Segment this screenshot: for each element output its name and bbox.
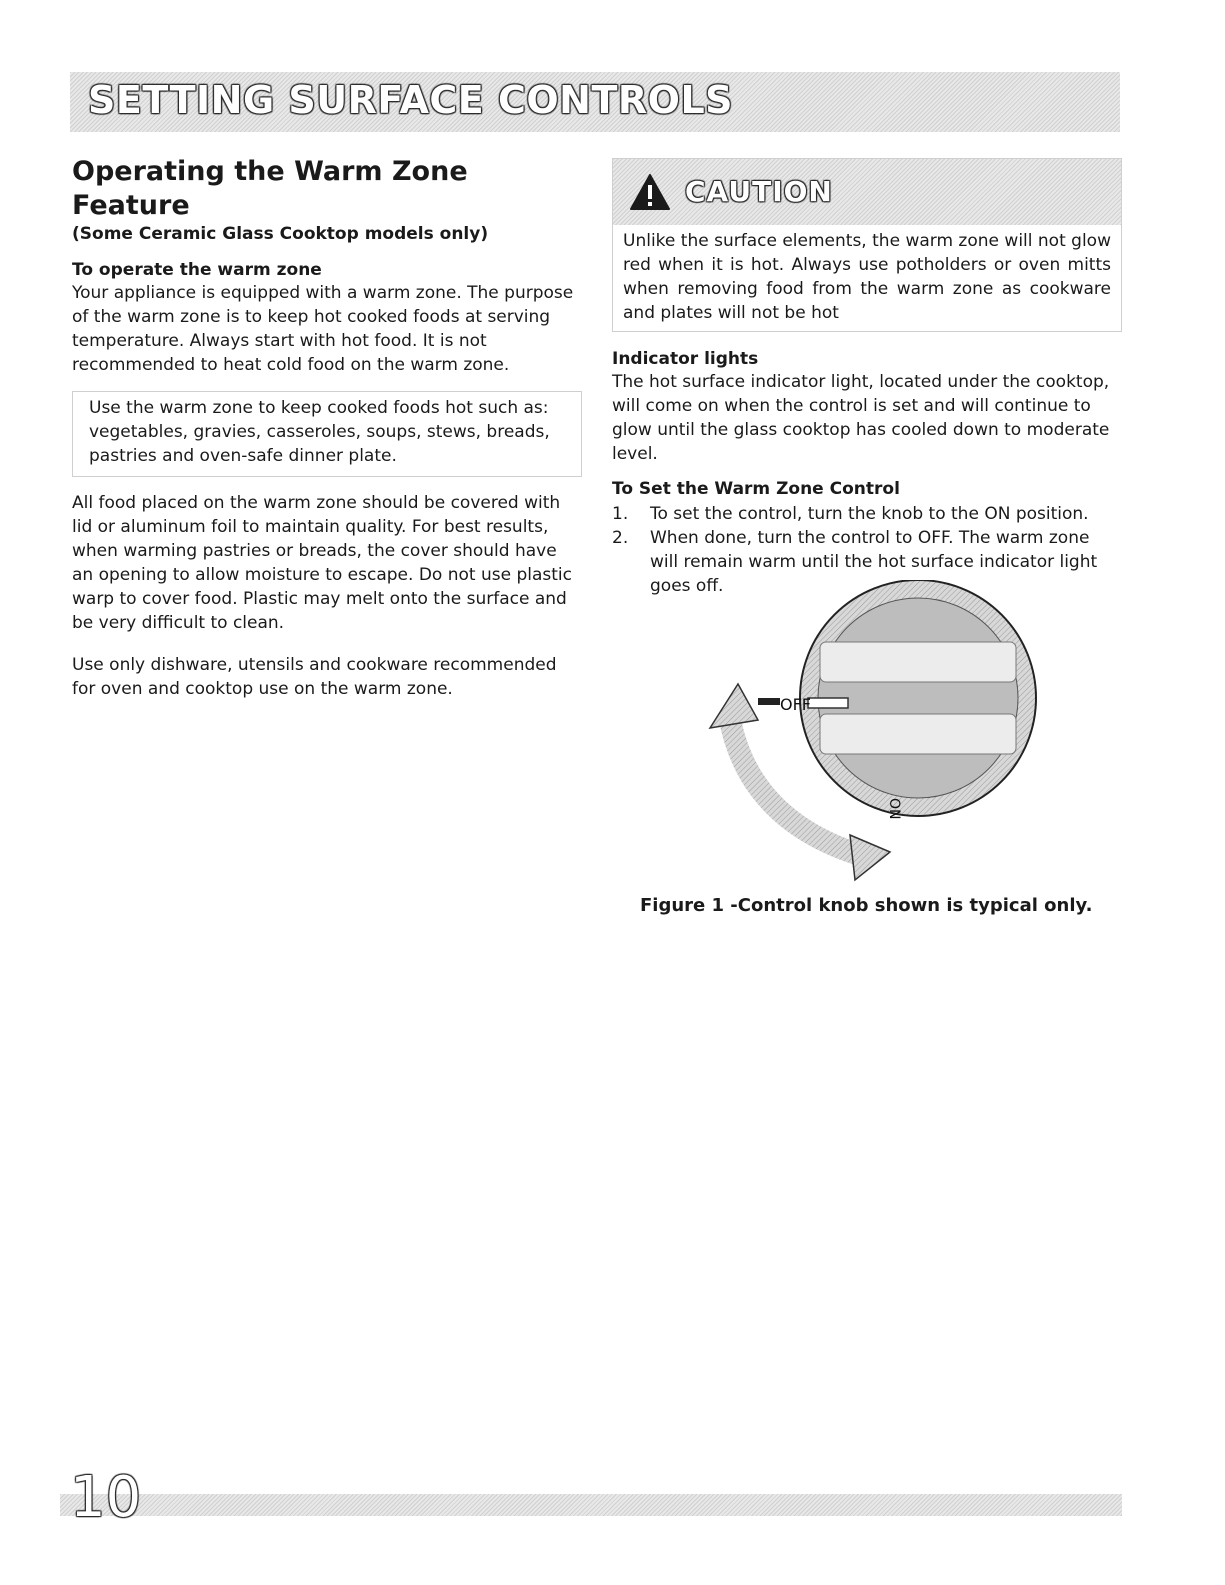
caution-text: Unlike the surface elements, the warm zone will not glow red when it is hot. Always use potholders or oven mitts when removing food from the warm zone as cookware and plates will not be hot [623, 231, 1111, 323]
dishware-paragraph: Use only dishware, utensils and cookware recommended for oven and cooktop use on the warm zone. [72, 655, 557, 699]
cover-paragraph: All food placed on the warm zone should be covered with lid or aluminum foil to maintain quality. For best results, when warming pastries or breads, the cover should have an opening to allow moisture to escape. Do not use plastic warp to cover food. Plastic may melt onto the surface and be very difficult to clean. [72, 493, 572, 633]
note-box: Use the warm zone to keep cooked foods hot such as: vegetables, gravies, casseroles, soups, stews, breads, pastries and oven-safe dinner plate. [72, 391, 582, 477]
step-text: To set the control, turn the knob to the ON position. [650, 504, 1089, 524]
left-column [72, 155, 582, 701]
arrow-head-right [850, 835, 890, 880]
caution-box [612, 158, 1122, 332]
intro-paragraph: Your appliance is equipped with a warm zone. The purpose of the warm zone is to keep hot cooked foods at serving temperature. Always start with hot food. It is not recommended to heat cold food on the warm zone. [72, 283, 574, 375]
operate-heading: To operate the warm zone [72, 260, 322, 280]
page-number: 10 [70, 1465, 142, 1530]
caution-header [613, 159, 1121, 225]
knob-pointer [808, 698, 848, 708]
warm-zone-control-heading: To Set the Warm Zone Control [612, 479, 900, 499]
footer-band [60, 1494, 1122, 1516]
section-subtitle: (Some Ceramic Glass Cooktop models only) [72, 224, 489, 244]
indicator-heading: Indicator lights [612, 349, 759, 369]
caution-title: CAUTION [685, 175, 833, 208]
list-item [612, 502, 1122, 526]
off-marker [758, 698, 780, 705]
right-column [612, 158, 1122, 598]
control-knob-figure [700, 580, 1040, 890]
knob-grip [820, 642, 1016, 682]
header-band [70, 72, 1120, 132]
arrow-head-up [710, 684, 758, 728]
figure-caption: Figure 1 -Control knob shown is typical only. [640, 895, 1093, 916]
step-number: 1. [612, 504, 629, 524]
page-header-title: SETTING SURFACE CONTROLS [88, 78, 734, 122]
step-text: When done, turn the control to OFF. The warm zone will remain warm until the hot surface indicator light goes off. [650, 528, 1098, 596]
indicator-paragraph: The hot surface indicator light, located under the cooktop, will come on when the control is set and will continue to glow until the glass cooktop has cooled down to moderate level. [612, 372, 1110, 464]
section-title: Operating the Warm Zone Feature [72, 156, 468, 221]
step-number: 2. [612, 528, 629, 548]
off-label: OFF [780, 695, 811, 714]
knob-grip [820, 714, 1016, 754]
warning-triangle-icon [629, 173, 671, 211]
on-label: ON [886, 798, 902, 820]
